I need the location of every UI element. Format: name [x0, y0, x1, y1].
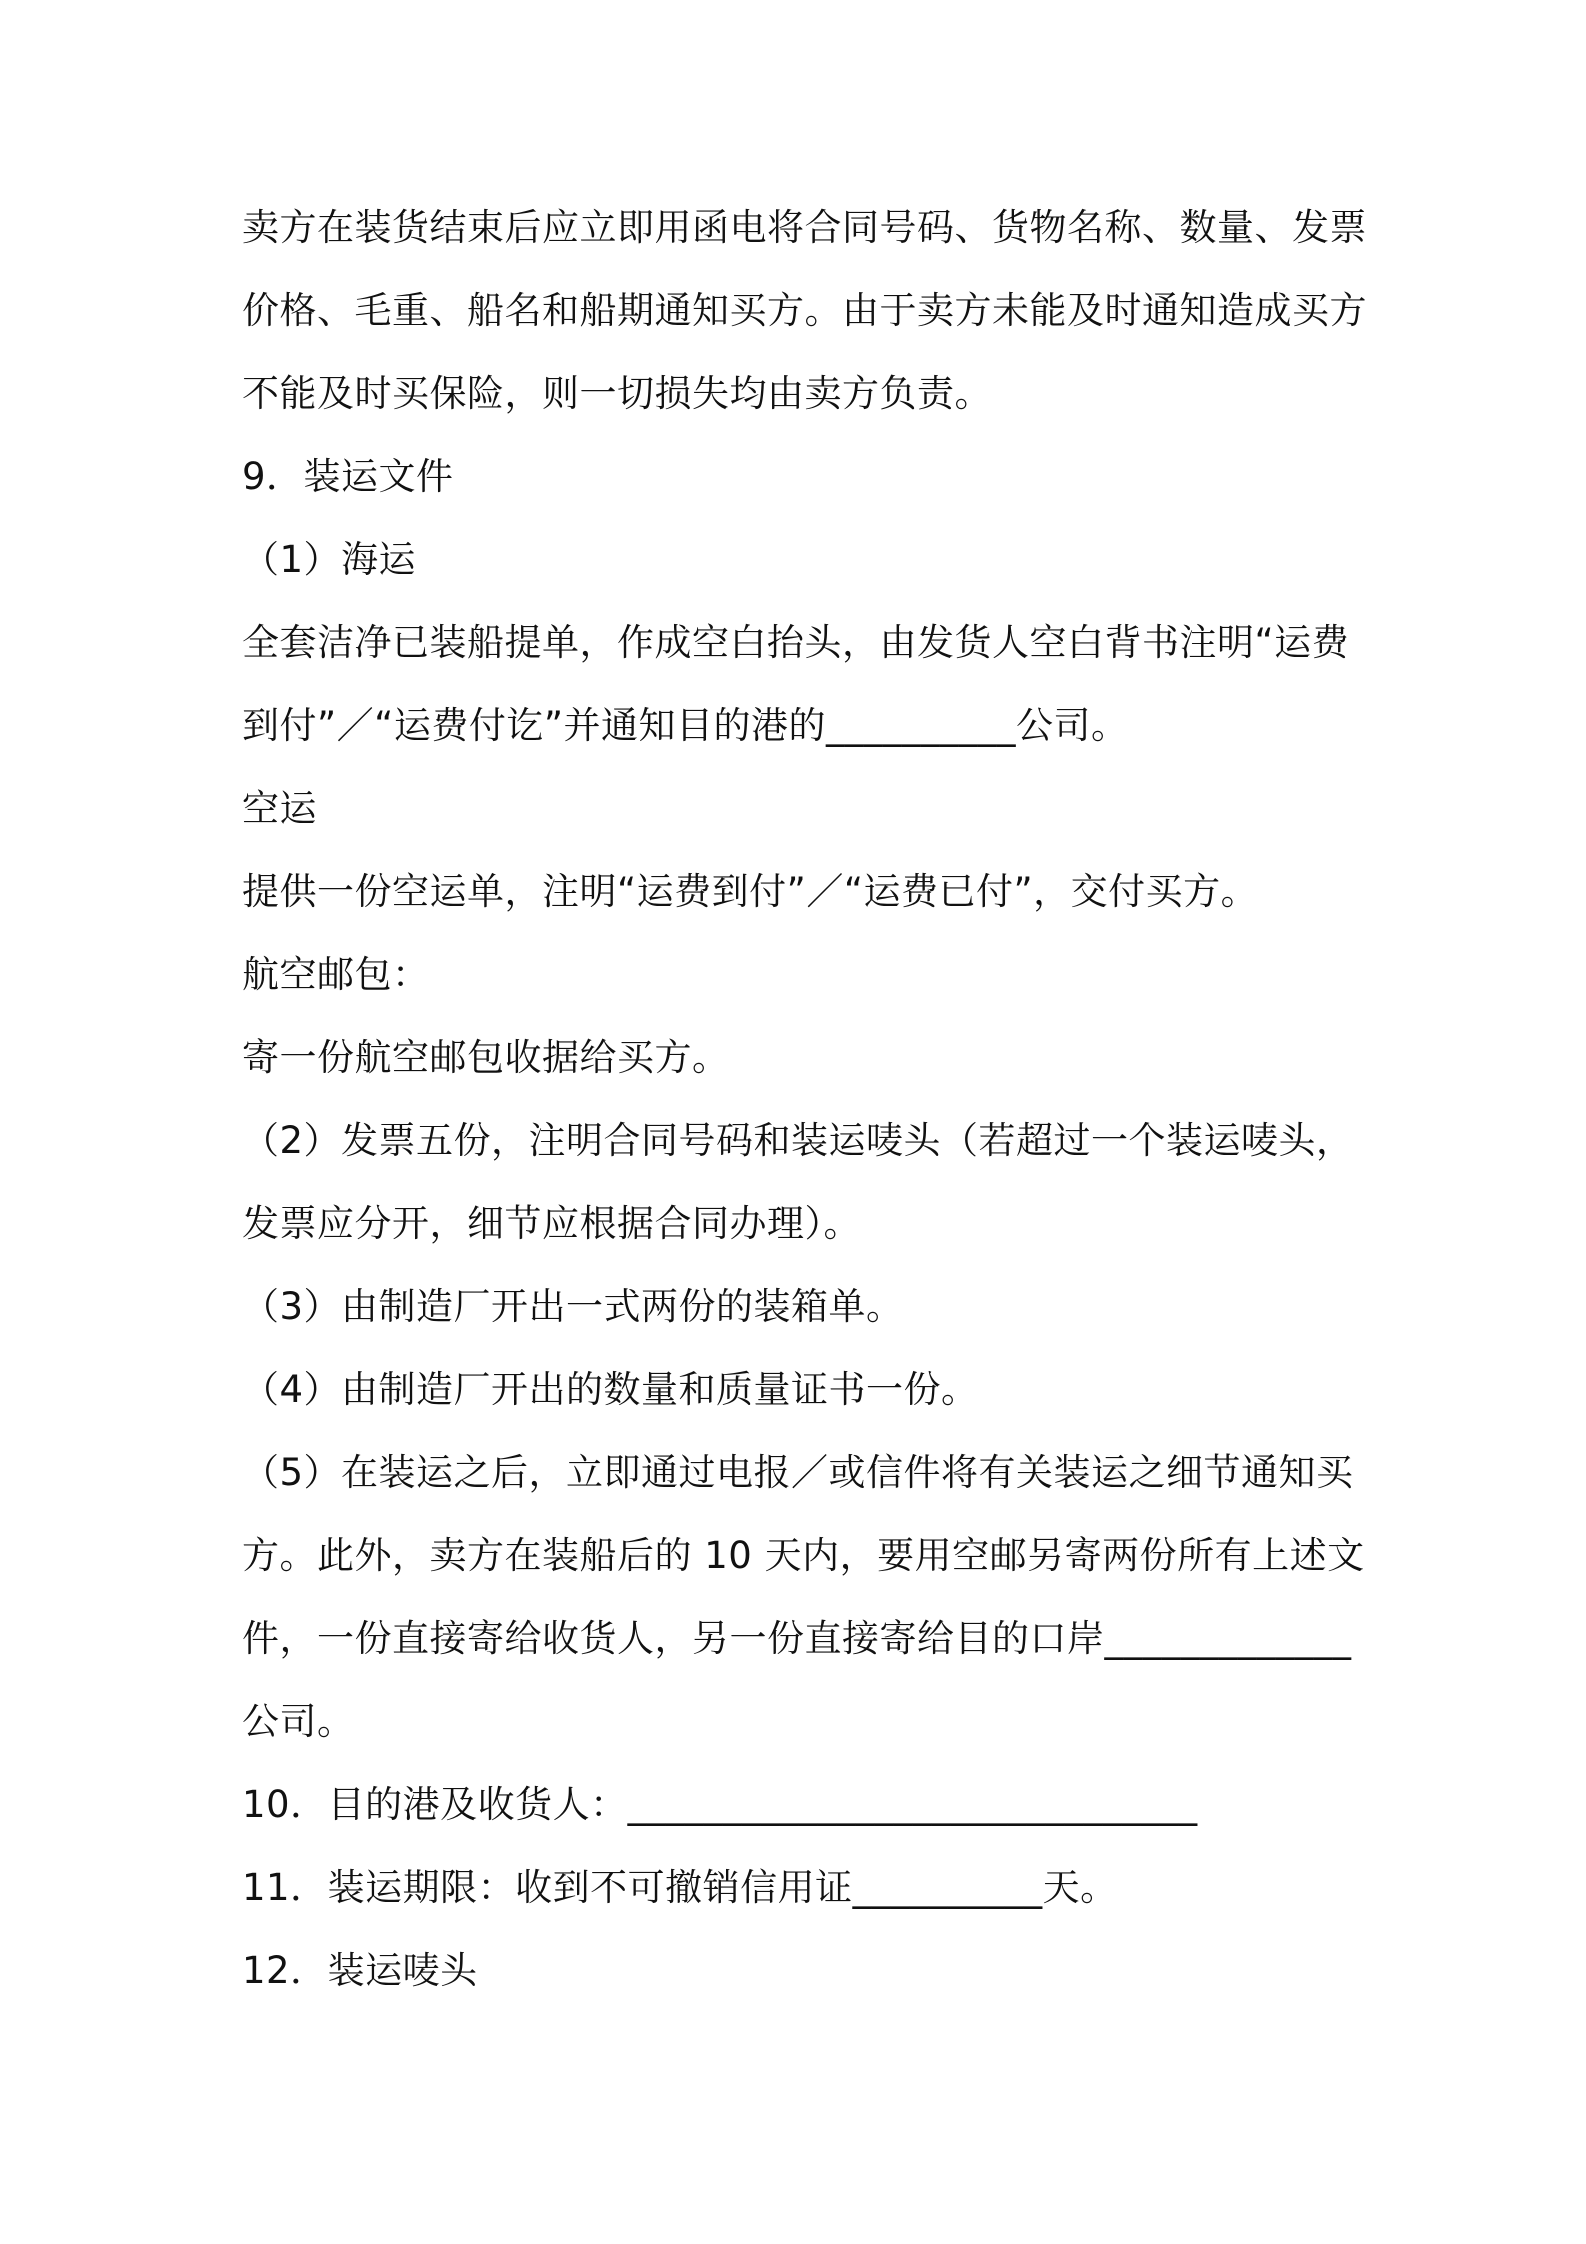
- section-heading: 12．装运唛头: [242, 1949, 478, 1992]
- subsection-heading: （1）海运: [242, 538, 417, 581]
- text-line: 价格、毛重、船名和船期通知买方。由于卖方未能及时通知造成买方: [242, 289, 1367, 332]
- text-line: 寄一份航空邮包收据给买方。: [242, 1036, 730, 1079]
- text-line: 卖方在装货结束后应立即用函电将合同号码、货物名称、数量、发票: [242, 206, 1367, 249]
- text-line: 不能及时买保险，则一切损失均由卖方负责。: [242, 372, 992, 415]
- text-line: 发票应分开，细节应根据合同办理）。: [242, 1202, 861, 1245]
- subsection-heading: 空运: [242, 787, 317, 830]
- text-line: （4）由制造厂开出的数量和质量证书一份。: [242, 1368, 979, 1411]
- section-heading: 11．装运期限：收到不可撤销信用证__________天。: [242, 1866, 1118, 1909]
- text-line: 到付”／“运费付讫”并通知目的港的__________公司。: [242, 704, 1129, 747]
- text-line: （2）发票五份，注明合同号码和装运唛头（若超过一个装运唛头，: [242, 1119, 1354, 1162]
- text-line: 方。此外，卖方在装船后的 10 天内，要用空邮另寄两份所有上述文: [242, 1534, 1365, 1577]
- text-line: 公司。: [242, 1700, 355, 1743]
- section-heading: 10．目的港及收货人：______________________________: [242, 1783, 1198, 1826]
- text-line: 件，一份直接寄给收货人，另一份直接寄给目的口岸_____________: [242, 1617, 1352, 1660]
- text-line: 提供一份空运单，注明“运费到付”／“运费已付”，交付买方。: [242, 870, 1259, 913]
- section-heading: 9．装运文件: [242, 455, 454, 498]
- text-line: （5）在装运之后，立即通过电报／或信件将有关装运之细节通知买: [242, 1451, 1354, 1494]
- text-line: 全套洁净已装船提单，作成空白抬头，由发货人空白背书注明“运费: [242, 621, 1350, 664]
- text-line: （3）由制造厂开出一式两份的装箱单。: [242, 1285, 904, 1328]
- subsection-heading: 航空邮包：: [242, 953, 430, 996]
